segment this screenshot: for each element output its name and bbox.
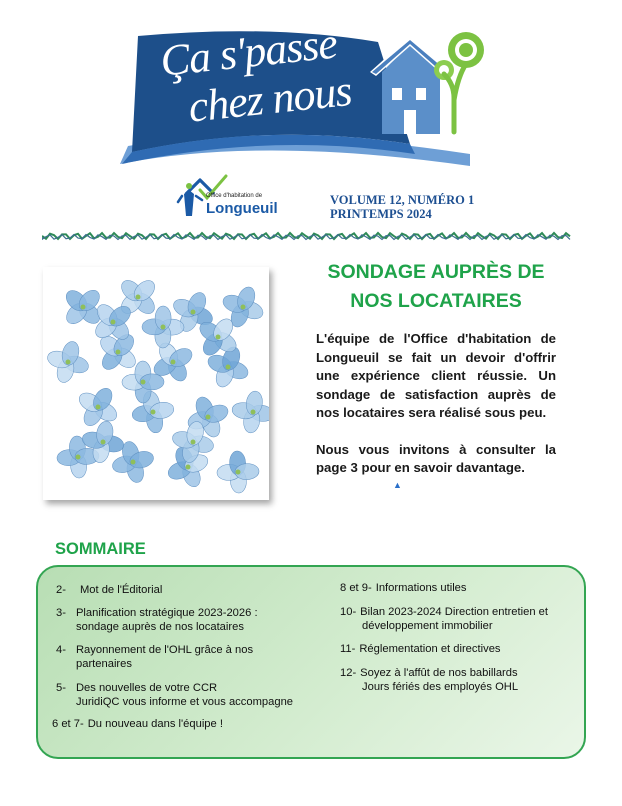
article-paragraph-1: L'équipe de l'Office d'habitation de Longueuil se fait un devoir d'offrir une expérience client réussie. Un sondage de satisfaction auprès de nos locataires sera réalisé sous peu.: [316, 331, 556, 420]
headline-line1: SONDAGE AUPRÈS DE: [327, 261, 545, 283]
text-cursor-icon: ▲: [393, 480, 402, 490]
headline-line2: NOS LOCATAIRES: [350, 290, 522, 312]
toc-item: 8 et 9- Informations utiles: [340, 582, 467, 594]
toc-item: 2- Mot de l'Éditorial: [56, 584, 163, 596]
wavy-divider: [42, 231, 572, 241]
article-paragraph-2: Nous vous invitons à consulter la page 3 pour en savoir davantage.: [316, 441, 556, 475]
toc-item: 3- Planification stratégique 2023-2026 : sondage auprès de nos locataires: [56, 607, 258, 633]
article-headline: [300, 258, 572, 316]
tree-icon: [434, 32, 484, 132]
newsletter-title-line2: chez nous: [186, 65, 354, 132]
issue-info: [330, 193, 474, 221]
logo-name: Longueuil: [206, 200, 278, 217]
toc-item: 5- Des nouvelles de votre CCR JuridiQC vous informe et vous accompagne: [56, 682, 294, 708]
newsletter-title-line1: Ça s'passe: [158, 18, 339, 86]
sommaire-title: SOMMAIRE: [55, 540, 146, 558]
issue-season: PRINTEMPS 2024: [330, 207, 432, 221]
toc-item: 10- Bilan 2023-2024 Direction entretien et développement immobilier: [340, 606, 548, 632]
toc-item: 4- Rayonnement de l'OHL grâce à nos partenaires: [56, 644, 254, 670]
issue-volume: VOLUME 12, NUMÉRO 1: [330, 193, 475, 207]
house-icon: [370, 36, 450, 134]
article-body: [316, 330, 556, 496]
hydrangea-photo: [43, 267, 269, 500]
toc-item: 11- Réglementation et directives: [340, 643, 501, 655]
toc-item: 12- Soyez à l'affût de nos babillards Jours fériés des employés OHL: [340, 667, 519, 693]
toc-item: 6 et 7- Du nouveau dans l'équipe !: [52, 718, 223, 730]
logo-subtitle: Office d'habitation de: [206, 193, 263, 199]
